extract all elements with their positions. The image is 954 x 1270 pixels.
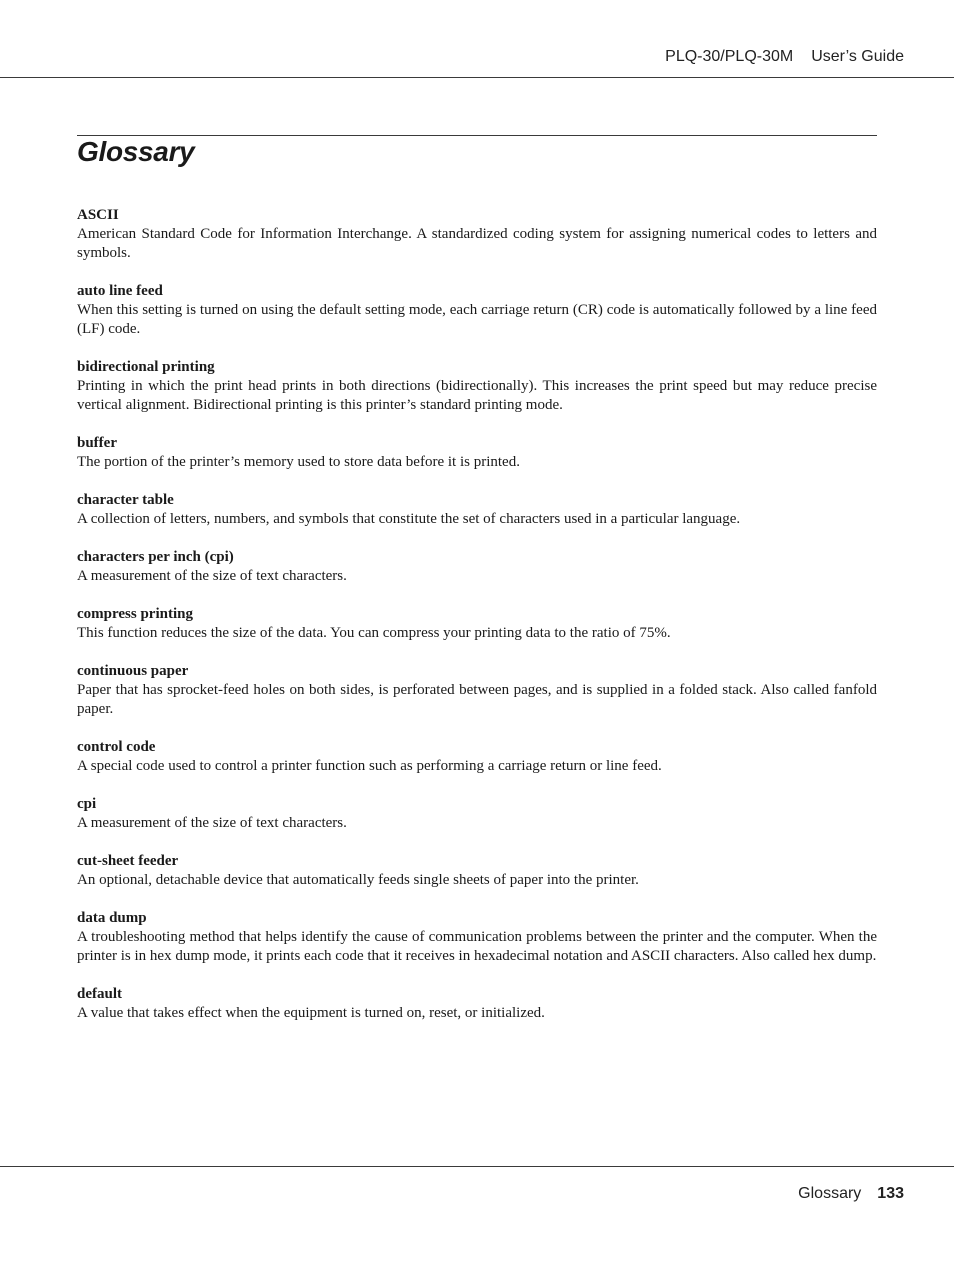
header-guide-title: User’s Guide [811,48,904,65]
glossary-definition: Printing in which the print head prints in both directions (bidirectionally). This increases the print speed but may reduce precise vertical alignment. Bidirectional printing is this printer’s standard printing mode. [77,378,877,413]
glossary-entry-continuous-paper [77,662,877,719]
glossary-definition: A value that takes effect when the equipment is turned on, reset, or initialized. [77,1005,545,1021]
glossary-entry-bidirectional-printing [77,358,877,415]
glossary-entry-cut-sheet-feeder [77,852,877,890]
glossary-term: cpi [77,796,97,812]
page-footer [798,1185,904,1203]
glossary-definition: The portion of the printer’s memory used to store data before it is printed. [77,454,520,470]
glossary-entry-default [77,985,877,1023]
glossary-definition: When this setting is turned on using the default setting mode, each carriage return (CR) code is automatically followed by a line feed (LF) code. [77,302,877,337]
glossary-entry-auto-line-feed [77,282,877,339]
footer-section-name: Glossary [798,1185,862,1202]
glossary-term: data dump [77,910,147,926]
glossary-definition: A special code used to control a printer function such as performing a carriage return or line feed. [77,758,662,774]
page-footer-rule [0,1166,954,1167]
glossary-definition: Paper that has sprocket-feed holes on both sides, is perforated between pages, and is supplied in a folded stack. Also called fanfold paper. [77,682,877,717]
header-text [665,48,904,66]
glossary-term: character table [77,492,174,508]
glossary-list [77,206,877,1042]
page-number: 133 [877,1185,904,1202]
glossary-entry-buffer [77,434,877,472]
page-title: Glossary [77,136,195,167]
glossary-entry-compress-printing [77,605,877,643]
glossary-entry-cpi [77,795,877,833]
glossary-term: auto line feed [77,283,163,299]
glossary-term: characters per inch (cpi) [77,549,234,565]
glossary-definition: A collection of letters, numbers, and symbols that constitute the set of characters used in a particular language. [77,511,741,527]
glossary-entry-ascii [77,206,877,263]
glossary-definition: A measurement of the size of text characters. [77,815,347,831]
glossary-entry-data-dump [77,909,877,966]
glossary-term: compress printing [77,606,193,622]
glossary-term: control code [77,739,156,755]
glossary-term: cut-sheet feeder [77,853,179,869]
title-rule [77,135,877,136]
glossary-definition: American Standard Code for Information Interchange. A standardized coding system for assigning numerical codes to letters and symbols. [77,226,877,261]
glossary-definition: A troubleshooting method that helps identify the cause of communication problems between the printer and the computer. When the printer is in hex dump mode, it prints each code that it receives in hexadecimal notation and ASCII characters. Also called hex dump. [77,929,877,964]
glossary-term: bidirectional printing [77,359,215,375]
glossary-entry-control-code [77,738,877,776]
glossary-definition: An optional, detachable device that automatically feeds single sheets of paper into the printer. [77,872,639,888]
glossary-term: ASCII [77,207,119,223]
glossary-entry-characters-per-inch [77,548,877,586]
glossary-definition: A measurement of the size of text characters. [77,568,347,584]
glossary-term: continuous paper [77,663,189,679]
glossary-definition: This function reduces the size of the data. You can compress your printing data to the ratio of 75%. [77,625,671,641]
glossary-entry-character-table [77,491,877,529]
glossary-term: buffer [77,435,117,451]
header-model: PLQ-30/PLQ-30M [665,48,794,65]
page-header [0,0,954,78]
glossary-term: default [77,986,122,1002]
